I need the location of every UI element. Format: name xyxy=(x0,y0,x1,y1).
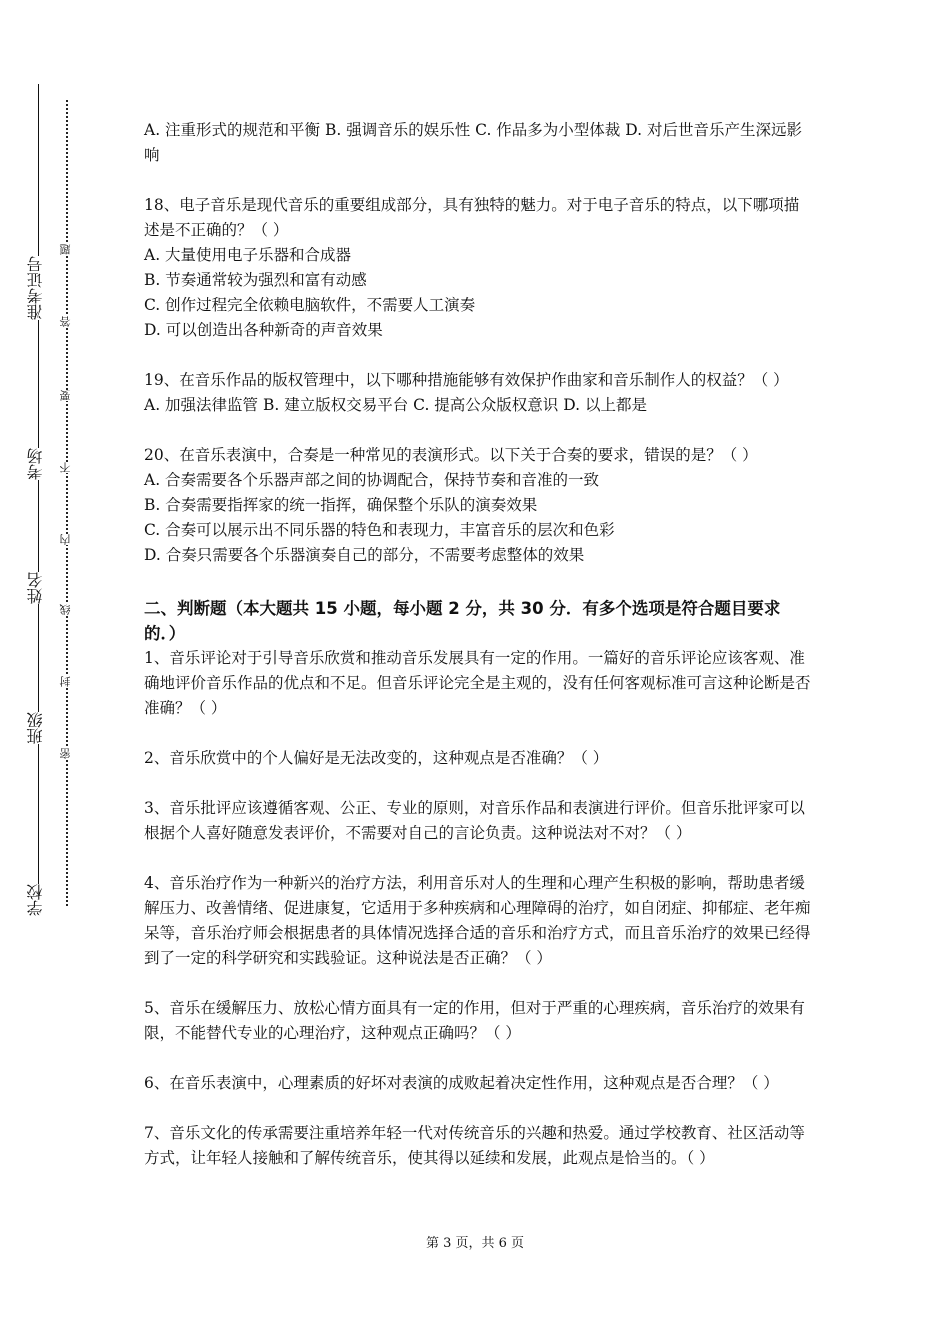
field-class: 班级 xyxy=(26,712,50,744)
question-stem: 18、电子音乐是现代音乐的重要组成部分，具有独特的魅力。对于电子音乐的特点，以下哪项描述是不正确的？（ ） xyxy=(144,196,800,239)
seal-char: 要 xyxy=(59,390,75,401)
field-school: 学校 xyxy=(26,884,50,916)
question-18 xyxy=(144,193,812,343)
binding-margin xyxy=(0,0,90,1344)
seal-char: 题 xyxy=(59,244,75,255)
judgment-text: 6、在音乐表演中，心理素质的好坏对表演的成败起着决定性作用，这种观点是否合理？（ ） xyxy=(144,1074,779,1092)
judgment-text: 5、音乐在缓解压力、放松心情方面具有一定的作用，但对于严重的心理疾病，音乐治疗的效果有限，不能替代专业的心理治疗，这种观点正确吗？（ ） xyxy=(144,999,805,1042)
judgment-item xyxy=(144,646,812,721)
seal-char: 封 xyxy=(59,676,75,687)
seal-char: 密 xyxy=(59,748,75,759)
page-footer: 第 3 页，共 6 页 xyxy=(425,1236,525,1251)
option-d: D. 可以创造出各种新奇的声音效果 xyxy=(144,321,383,339)
field-exam-room: 考场 xyxy=(26,448,50,480)
option-c: C. 合奏可以展示出不同乐器的特色和表现力，丰富音乐的层次和色彩 xyxy=(144,521,615,539)
judgment-item xyxy=(144,1071,812,1096)
option-c: C. 创作过程完全依赖电脑软件，不需要人工演奏 xyxy=(144,296,476,314)
question-stem: 19、在音乐作品的版权管理中，以下哪种措施能够有效保护作曲家和音乐制作人的权益？（ ） xyxy=(144,371,789,389)
question-stem: 20、在音乐表演中，合奏是一种常见的表演形式。以下关于合奏的要求，错误的是？（ ） xyxy=(144,446,758,464)
seal-char: 不 xyxy=(59,462,75,473)
field-name: 姓名 xyxy=(26,572,50,604)
judgment-text: 2、音乐欣赏中的个人偏好是无法改变的，这种观点是否准确？（ ） xyxy=(144,749,609,767)
seal-char: 线 xyxy=(59,604,75,615)
option-d: D. 合奏只需要各个乐器演奏自己的部分，不需要考虑整体的效果 xyxy=(144,546,585,564)
field-exam-number: 准考证号 xyxy=(26,256,50,320)
judgment-item xyxy=(144,796,812,846)
exam-content xyxy=(144,118,812,1196)
option-b: B. 节奏通常较为强烈和富有动感 xyxy=(144,271,367,289)
options-text: A. 注重形式的规范和平衡 B. 强调音乐的娱乐性 C. 作品多为小型体裁 D. 对后世音乐产生深远影响 xyxy=(144,121,802,164)
option-a: A. 合奏需要各个乐器声部之间的协调配合，保持节奏和音准的一致 xyxy=(144,471,600,489)
option-a: A. 大量使用电子乐器和合成器 xyxy=(144,246,352,264)
judgment-item xyxy=(144,871,812,971)
judgment-text: 1、音乐评论对于引导音乐欣赏和推动音乐发展具有一定的作用。一篇好的音乐评论应该客观、准确地评价音乐作品的优点和不足。但音乐评论完全是主观的，没有任何客观标准可言这种论断是否准确？（ ） xyxy=(144,649,811,717)
judgment-text: 7、音乐文化的传承需要注重培养年轻一代对传统音乐的兴趣和热爱。通过学校教育、社区活动等方式，让年轻人接触和了解传统音乐，使其得以延续和发展，此观点是恰当的。（ ） xyxy=(144,1124,805,1167)
question-19 xyxy=(144,368,812,418)
option-b: B. 合奏需要指挥家的统一指挥，确保整个乐队的演奏效果 xyxy=(144,496,538,514)
judgment-text: 3、音乐批评应该遵循客观、公正、专业的原则，对音乐作品和表演进行评价。但音乐批评家可以根据个人喜好随意发表评价，不需要对自己的言论负责。这种说法对不对？（ ） xyxy=(144,799,805,842)
judgment-item xyxy=(144,996,812,1046)
seal-dotted-line xyxy=(66,100,68,906)
section-heading-judgment: 二、判断题（本大题共 15 小题，每小题 2 分，共 30 分．有多个选项是符合题目要求的．） xyxy=(144,599,781,643)
question-17-options xyxy=(144,118,812,168)
seal-char: 内 xyxy=(59,534,75,545)
binding-line xyxy=(38,84,39,914)
judgment-item xyxy=(144,1121,812,1171)
judgment-item xyxy=(144,746,812,771)
judgment-text: 4、音乐治疗作为一种新兴的治疗方法，利用音乐对人的生理和心理产生积极的影响，帮助患者缓解压力、改善情绪、促进康复，它适用于多种疾病和心理障碍的治疗，如自闭症、抑郁症、老年痴呆等，音乐治疗师会根据患者的具体情况选择合适的音乐和治疗方式，而且音乐治疗的效果已经得到了一定的科学研究和实践验证。这种说法是否正确？（ ） xyxy=(144,874,811,967)
options-text: A. 加强法律监管 B. 建立版权交易平台 C. 提高公众版权意识 D. 以上都是 xyxy=(144,396,647,414)
question-20 xyxy=(144,443,812,568)
seal-char: 答 xyxy=(59,316,75,327)
